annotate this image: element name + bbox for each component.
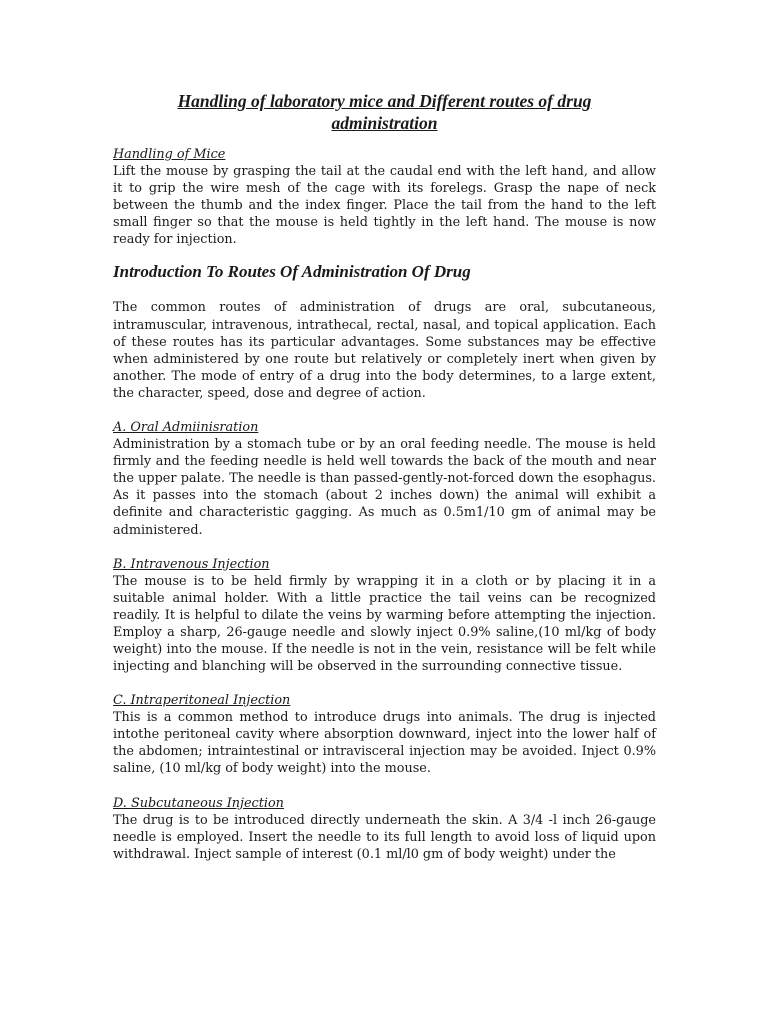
handling-heading: Handling of Mice: [113, 147, 226, 162]
section-subcutaneous: [113, 795, 656, 863]
intravenous-heading: B. Intravenous Injection: [113, 556, 270, 572]
handling-body: Lift the mouse by grasping the tail at the caudal end with the left hand, and allow it to grip the wire mesh of the cage with its forelegs. Grasp the nape of neck between the thumb and the index finger. Place the tail from the hand to the left small finger so that the mouse is held tightly in the left hand. The mouse is now ready for injection.: [113, 164, 656, 248]
oral-heading: A. Oral Admiinisration: [113, 420, 259, 436]
title-line-1: Handling of laboratory mice and Different routes of drug: [177, 91, 592, 111]
subcutaneous-heading: D. Subcutaneous Injection: [113, 795, 284, 811]
document-title: [113, 90, 656, 134]
section-oral: [113, 419, 656, 539]
section-handling: [113, 146, 656, 248]
document-page: [113, 90, 656, 863]
intraperitoneal-heading: C. Intraperitoneal Injection: [113, 693, 291, 709]
intro-heading: Introduction To Routes Of Administration Of Drug: [113, 262, 471, 282]
section-intraperitoneal: [113, 692, 656, 777]
intraperitoneal-body: This is a common method to introduce drugs into animals. The drug is injected intothe peritoneal cavity where absorption downward, inject into the lower half of the abdomen; intraintestinal or intravisceral injection may be avoided. Inject 0.9% saline, (10 ml/kg of body weight) into the mouse.: [113, 710, 656, 777]
oral-body: Administration by a stomach tube or by an oral feeding needle. The mouse is held firmly and the feeding needle is held well towards the back of the mouth and near the upper palate. The needle is than passed-gently-not-forced down the esophagus. As it passes into the stomach (about 2 inches down) the animal will exhibit a definite and characteristic gagging. As much as 0.5m1/10 gm of animal may be administered.: [113, 437, 656, 538]
section-intravenous: [113, 556, 656, 676]
intro-body: The common routes of administration of drugs are oral, subcutaneous, intramuscular, intravenous, intrathecal, rectal, nasal, and topical application. Each of these routes has its particular advantages. Some substances may be effective when administered by one route but relatively or completely inert when given by another. The mode of entry of a drug into the body determines, to a large extent, the character, speed, dose and degree of action.: [113, 300, 656, 401]
intravenous-body: The mouse is to be held firmly by wrapping it in a cloth or by placing it in a suitable animal holder. With a little practice the tail veins can be recognized readily. It is helpful to dilate the veins by warming before attempting the injection. Employ a sharp, 26-gauge needle and slowly inject 0.9% saline,(10 ml/kg of body weight) into the mouse. If the needle is not in the vein, resistance will be felt while injecting and blanching will be observed in the surrounding connective tissue.: [113, 573, 656, 675]
subcutaneous-body: The drug is to be introduced directly underneath the skin. A 3/4 -l inch 26-gauge needle is employed. Insert the needle to its full length to avoid loss of liquid upon withdrawal. Inject sample of interest (0.1 ml/l0 gm of body weight) under the: [113, 812, 656, 862]
title-line-2: administration: [331, 113, 438, 133]
